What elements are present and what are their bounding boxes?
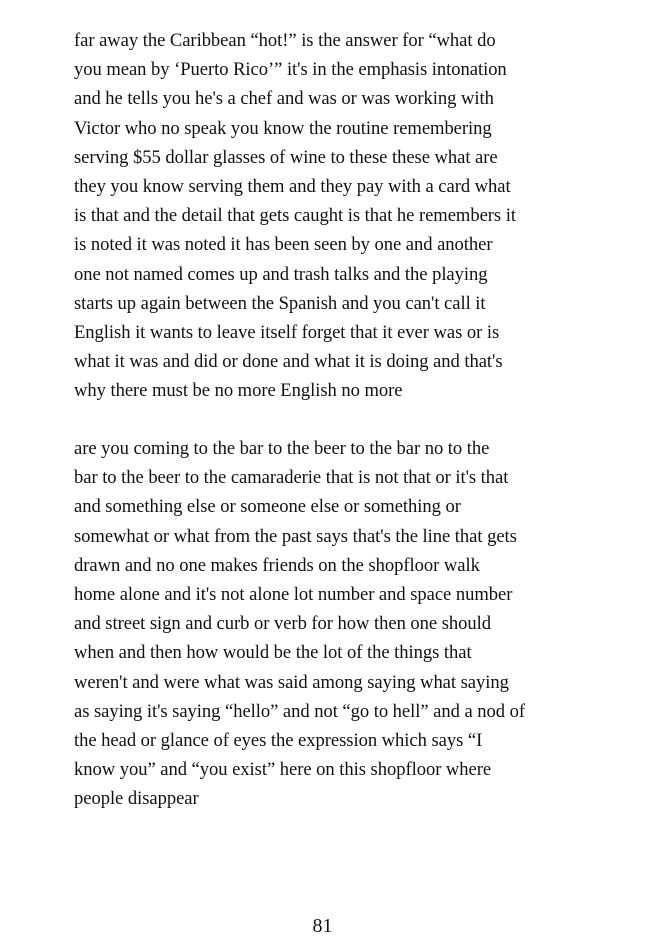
- text-line: the head or glance of eyes the expression which says “I: [74, 729, 483, 751]
- text-line: as saying it's saying “hello” and not “go to hell” and a nod of: [74, 700, 525, 722]
- paragraph-2: [74, 434, 634, 813]
- text-line: somewhat or what from the past says that's the line that gets: [74, 525, 517, 547]
- page-number: 81: [312, 915, 333, 937]
- text-line: weren't and were what was said among saying what saying: [74, 671, 509, 693]
- text-line: starts up again between the Spanish and you can't call it: [74, 292, 486, 314]
- text-line: you mean by ‘Puerto Rico’” it's in the emphasis intonation: [74, 59, 507, 81]
- text-line: home alone and it's not alone lot number and space number: [74, 583, 513, 605]
- text-line: know you” and “you exist” here on this shopfloor where: [74, 759, 492, 781]
- text-line: are you coming to the bar to the beer to the bar no to the: [74, 438, 490, 459]
- text-line: and street sign and curb or verb for how then one should: [74, 613, 492, 635]
- text-line: serving $55 dollar glasses of wine to these these what are: [74, 146, 498, 168]
- text-line: what it was and did or done and what it is doing and that's: [74, 351, 503, 373]
- text-line: is noted it was noted it has been seen by one and another: [74, 234, 493, 256]
- text-line: far away the Caribbean “hot!” is the answer for “what do: [74, 30, 496, 51]
- text-line: bar to the beer to the camaraderie that is not that or it's that: [74, 467, 509, 489]
- text-line: is that and the detail that gets caught is that he remembers it: [74, 205, 516, 227]
- text-line: people disappear: [74, 788, 199, 810]
- paragraph-1: [74, 26, 634, 405]
- text-line: and he tells you he's a chef and was or was working with: [74, 88, 494, 110]
- text-line: why there must be no more English no more: [74, 380, 403, 402]
- text-line: one not named comes up and trash talks and the playing: [74, 263, 488, 285]
- text-line: English it wants to leave itself forget that it ever was or is: [74, 321, 500, 343]
- text-line: Victor who no speak you know the routine remembering: [74, 117, 492, 139]
- text-line: and something else or someone else or something or: [74, 496, 461, 518]
- text-line: they you know serving them and they pay with a card what: [74, 175, 511, 197]
- text-line: drawn and no one makes friends on the shopfloor walk: [74, 554, 480, 576]
- text-line: when and then how would be the lot of the things that: [74, 642, 472, 664]
